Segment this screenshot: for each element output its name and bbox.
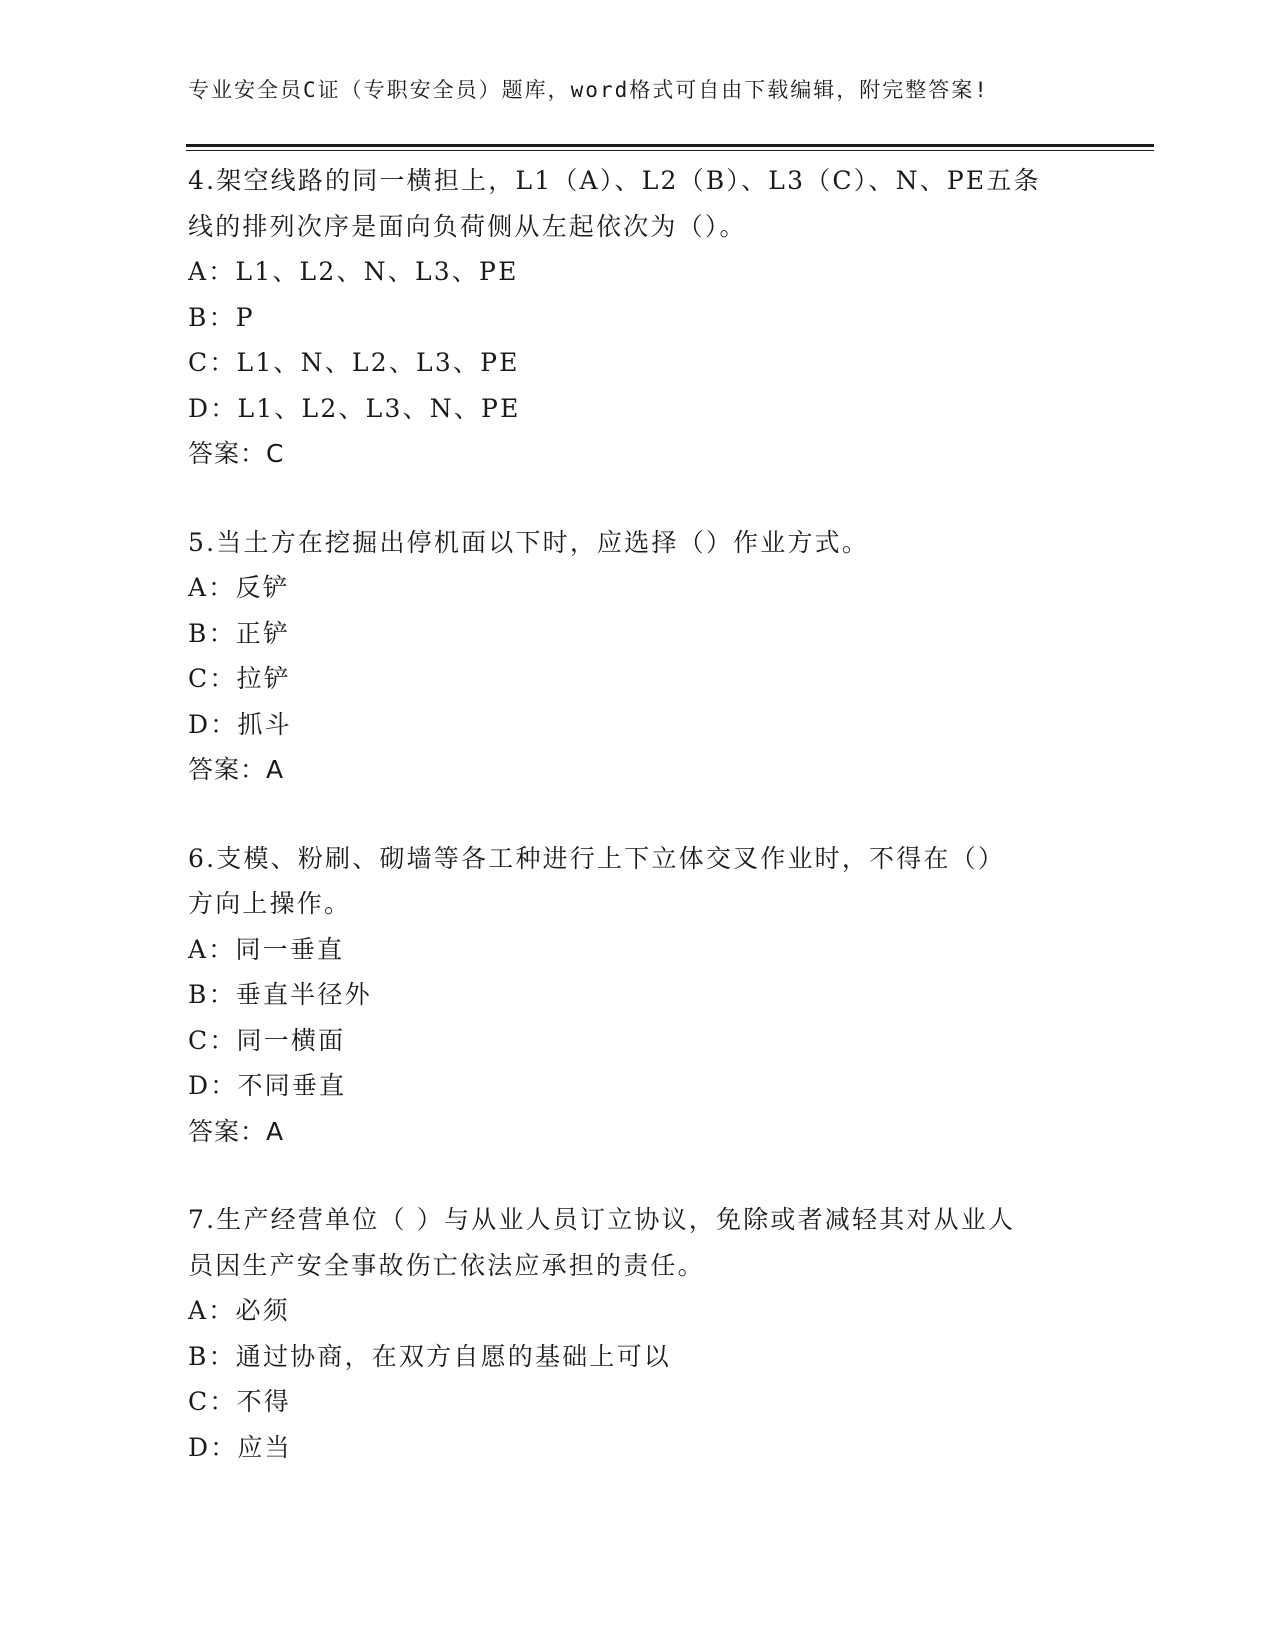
option-d: D：L1、L2、L3、N、PE — [188, 393, 521, 423]
option-b: B：P — [188, 302, 255, 332]
question-stem-line: 6.支模、粉刷、砌墙等各工种进行上下立体交叉作业时，不得在（） — [188, 843, 1006, 873]
option-d: D：抓斗 — [188, 709, 292, 739]
question-list — [188, 158, 1088, 1513]
question-6 — [188, 836, 1088, 1155]
option-d: D：应当 — [188, 1432, 292, 1462]
option-a: A：L1、L2、N、L3、PE — [188, 257, 519, 286]
option-d: D：不同垂直 — [188, 1071, 347, 1100]
option-b: B：正铲 — [188, 618, 291, 648]
question-stem-line: 5.当土方在挖掘出停机面以下时，应选择（）作业方式。 — [188, 527, 870, 557]
option-b: B：通过协商，在双方自愿的基础上可以 — [188, 1341, 671, 1371]
question-stem-line: 员因生产安全事故伤亡依法应承担的责任。 — [188, 1250, 705, 1280]
answer-line: 答案：A — [188, 1116, 285, 1146]
answer-line: 答案：A — [188, 755, 285, 784]
option-c: C：L1、N、L2、L3、PE — [188, 348, 520, 377]
option-c: C：不得 — [188, 1387, 291, 1416]
question-stem-line: 线的排列次序是面向负荷侧从左起依次为（）。 — [188, 211, 747, 241]
question-stem-line: 7.生产经营单位（ ）与从业人员订立协议，免除或者减轻其对从业人 — [188, 1205, 1016, 1234]
answer-line: 答案：C — [188, 439, 285, 468]
option-a: A：必须 — [188, 1296, 290, 1325]
option-b: B：垂直半径外 — [188, 980, 372, 1009]
option-c: C：拉铲 — [188, 664, 291, 693]
question-5 — [188, 520, 1088, 793]
question-stem-line: 4.架空线路的同一横担上，L1（A）、L2（B）、L3（C）、N、PE五条 — [188, 166, 1041, 195]
question-4 — [188, 158, 1088, 477]
page-header: 专业安全员C证（专职安全员）题库，word格式可自由下载编辑，附完整答案! — [188, 78, 989, 102]
question-7 — [188, 1197, 1088, 1470]
option-a: A：反铲 — [188, 573, 290, 602]
option-a: A：同一垂直 — [188, 934, 345, 964]
question-stem-line: 方向上操作。 — [188, 889, 352, 918]
header-divider — [186, 144, 1154, 151]
option-c: C：同一横面 — [188, 1025, 346, 1055]
